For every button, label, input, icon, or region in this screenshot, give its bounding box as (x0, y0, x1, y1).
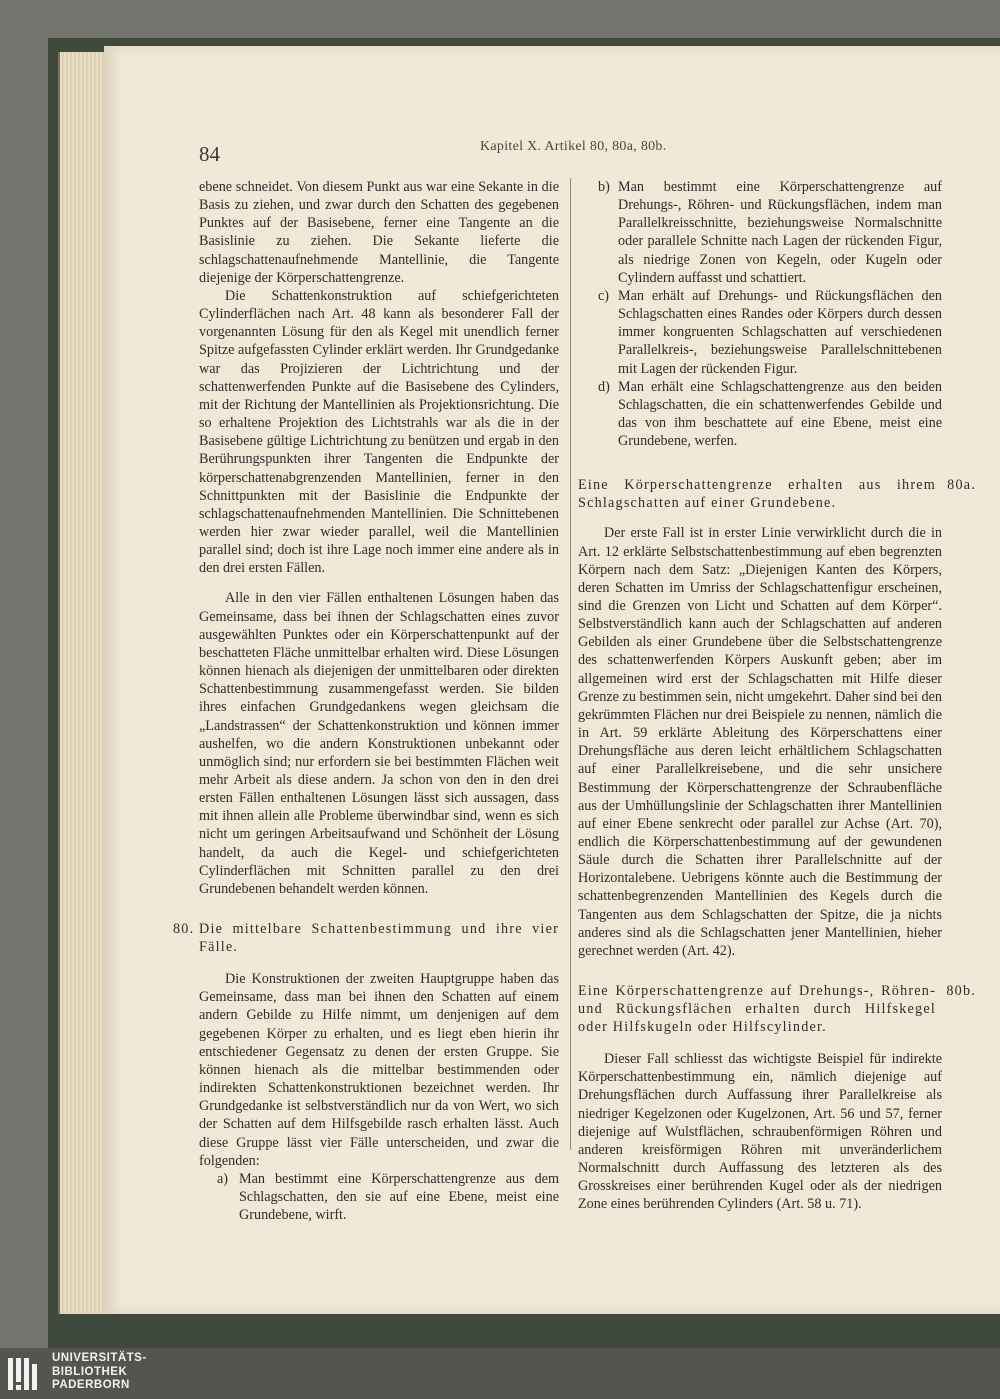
list-marker: d) (598, 378, 610, 395)
running-head: Kapitel X. Artikel 80, 80a, 80b. (480, 139, 667, 154)
list-marker: a) (217, 1170, 229, 1187)
list-item-text: Man bestimmt eine Körperschattengrenze auf Drehungs-, Röhren- und Rückungsflächen, indem man Parallelkreisschnitte, beziehungsweise Normalschnitte oder parallele Schnitte nach Lagen der rückenden Figur, als niedrige Zonen von Kegeln, oder Kugeln oder Cylindern auffasst und schattiert. (618, 179, 942, 286)
list-item-text: Man erhält auf Drehungs- und Rückungsflächen den Schlagschatten eines Randes oder Körpers durch dessen immer kongruenten Schlagschatten auf verschiedenen Parallelkreis-, beziehungsweise Parallelschnittebenen mit Lagen der rückenden Figur. (618, 287, 942, 377)
section-title-80: Die mittelbare Schattenbestimmung und ihre vier Fälle. (199, 921, 559, 956)
section-heading-80a (578, 476, 976, 512)
left-column (173, 178, 559, 1224)
list-item-text: Man erhält eine Schlagschattengrenze aus den beiden Schlagschatten, die ein schattenwerfendes Gebilde und das von ihm beschattete auf eine Ebene, meist eine Grundebene, werfen. (618, 378, 942, 450)
list-item (578, 178, 942, 287)
right-column (578, 178, 976, 1214)
library-footer (0, 1348, 1000, 1399)
library-name-line: UNIVERSITÄTS- (52, 1352, 147, 1364)
section-title-80a: Eine Körperschattengrenze erhalten aus ihrem Schlagschatten auf einer Grundebene. (578, 477, 936, 512)
list-item (203, 1170, 559, 1224)
library-name-line: PADERBORN (52, 1379, 130, 1391)
library-name-line: BIBLIOTHEK (52, 1365, 128, 1378)
list-item (578, 378, 942, 451)
section-number-80a: 80a. (947, 477, 976, 494)
column-divider (570, 178, 571, 1150)
paragraph: ebene schneidet. Von diesem Punkt aus war eine Sekante in die Basis zu ziehen, und zwar durch den Schatten des gegebenen Punktes auf der Basisebene, ferner eine Tangente an die Basislinie zu ziehen. Die Sekante lieferte die schlagschattenaufnehmende Mantellinie, die Tangente diejenige der Körperschattengrenze. (199, 179, 559, 286)
list-marker: b) (598, 179, 610, 195)
paragraph: Alle in den vier Fällen enthaltenen Lösungen haben das Gemeinsame, dass bei ihnen der Schlagschatten eines zuvor ausgewählten Punktes oder ein Körperschattenpunkt auf der beschatteten Fläche unmittelbar erhalten wird. Diese Lösungen können hienach als diejenigen der unmittelbaren oder direkten Schattenbestimmung zusammengefasst werden. Sie bilden ihres einfachen Grundgedankens wegen gleichsam die „Landstrassen“ der Schattenkonstruktion und können immer aushelfen, wo die andern Konstruktionen unbekannt oder unmöglich sind; nur erfordern sie bei bestimmten Flächen weit mehr Arbeit als diese andern. Ja schon von den in den drei ersten Fällen enthaltenen Lösungen lässt sich aussagen, dass mit ihnen allein alle Probleme überwindbar sind, wenn es sich nicht um geringen Arbeitsaufwand und Schönheit der Lösung handelt, da auch die Kegel- und schiefgerichteten Cylinderflächen mit Schnitten parallel zu den drei Grundebenen behandelt werden können. (199, 590, 559, 897)
section-number-80b: 80b. (946, 983, 976, 1000)
section-number-80: 80. (173, 921, 195, 938)
paragraph: Die Schattenkonstruktion auf schiefgerichteten Cylinderflächen nach Art. 48 kann als besonderer Fall der vorgenannten Lösung für den als Kegel mit unendlich ferner Spitze aufgefassten Cylinder erklärt werden. Ihr Grundgedanke war das Projizieren der Lichtrichtung und der schattenwerfenden Punkte auf die Basisebene des Cylinders, mit der Richtung der Mantellinien als Projektionsrichtung. Die so erhaltene Projektion des Lichtstrahls war als die in der Basisebene gültige Lichtrichtung zu benützen und ergab in den Berührungspunkten ihrer Tangenten die Endpunkte der körperschattenabgrenzenden Mantellinien, ferner in den Schnittpunkten mit der Basislinie die Endpunkte der schlagschattenaufnehmenden Mantellinien. Die Schnittebenen werden hier zwar wieder parallel, weil die Mantellinien parallel sind; doch ist ihre Lage noch immer eine andere als in den drei ersten Fällen. (199, 287, 559, 577)
list-marker: c) (598, 287, 610, 304)
section-heading-80b (578, 982, 976, 1036)
section-title-80b: Eine Körperschattengrenze auf Drehungs-, Röhren- und Rückungsflächen erhalten durch Hilfskegel oder Hilfskugeln oder Hilfscylinder. (578, 983, 936, 1036)
library-name (52, 1352, 147, 1393)
section-heading-80 (173, 920, 559, 956)
list-item-text: Man bestimmt eine Körperschattengrenze aus dem Schlagschatten, den sie auf eine Ebene, meist eine Grundebene, wirft. (239, 1170, 559, 1224)
library-logo-icon (7, 1356, 43, 1392)
paragraph: Dieser Fall schliesst das wichtigste Beispiel für indirekte Körperschattenbestimmung ein, nämlich diejenige auf Drehungsflächen durch Auffassung ihrer Parallelkreise als niedriger Kegelzonen oder Kugelzonen, Art. 56 und 57, ferner diejenige auf Wulstflächen, schraubenförmigen Röhren und anderen kreisförmigen Röhren mit unveränderlichem Normalschnitt durch Auffassung des letzteren als des Grosskreises einer berührenden Kugel oder als der niedrigen Zone eines berührenden Cylinders (Art. 58 u. 71). (578, 1051, 942, 1213)
paragraph: Der erste Fall ist in erster Linie verwirklicht durch die in Art. 12 erklärte Selbstschattenbestimmung auf eben begrenzten Körpern nach dem Satz: „Diejenigen Kanten des Körpers, deren Schatten im Umriss der Schlagschattenfigur erscheinen, sind die Grenzen von Licht und Schatten auf dem Körper“. Selbstverständlich kann auch der Schlagschatten auf anderen Gebilden als einer Grundebene über die Selbstschattengrenze des schattenwerfenden Körpers Auskunft geben; aber im allgemeinen wird erst der Schlagschatten mit Hilfe dieser Grenze zu bestimmen sein, nicht umgekehrt. Daher sind bei den gekrümmten Flächen nur drei Beispiele zu nennen, nämlich die in Art. 59 erklärte Ableitung des Körperschattens einer Drehungsfläche aus deren leicht erhältlichem Schlagschatten auf einer Parallelkreisebene, und die sehr unsichere Bestimmung der Körperschattengrenze der Schraubenfläche aus der Umhüllungslinie der Schlagschatten ihrer Mantellinien auf einer Ebene senkrecht oder parallel zur Achse (Art. 70), endlich die Körperschattenbestimmung auf der gewundenen Säule durch die Schatten ihrer Parallelschnitte auf der Horizontalebene. Uebrigens könnte auch die Bestimmung der schattenbegrenzenden Mantellinien des Kegels durch die Tangenten aus dem Schlagschatten der Spitze, die ja nichts anderes sind als die Schlagschatten jener Mantellinien, hieher gerechnet werden (Art. 42). (578, 525, 942, 959)
list-item (578, 287, 942, 378)
page-number: 84 (199, 142, 220, 166)
paragraph: Die Konstruktionen der zweiten Hauptgruppe haben das Gemeinsame, dass man bei ihnen den Schatten auf einem andern Gebilde zu Hilfe nimmt, um denjenigen auf dem gegebenen Körper zu erhalten, und es liegt eben hierin ihr entschiedener Gegensatz zu denen der ersten Gruppe. Sie können hienach als die mittelbar bestimmenden oder indirekten Schattenkonstruktionen bezeichnet werden. Ihr Grundgedanke ist selbstverständlich nur da von Wert, wo sich der Schatten auf dem Hilfsgebilde rasch erhalten lässt. Auch diese Gruppe lässt vier Fälle unterscheiden, und zwar die folgenden: (199, 971, 559, 1169)
page-edges (58, 52, 108, 1314)
